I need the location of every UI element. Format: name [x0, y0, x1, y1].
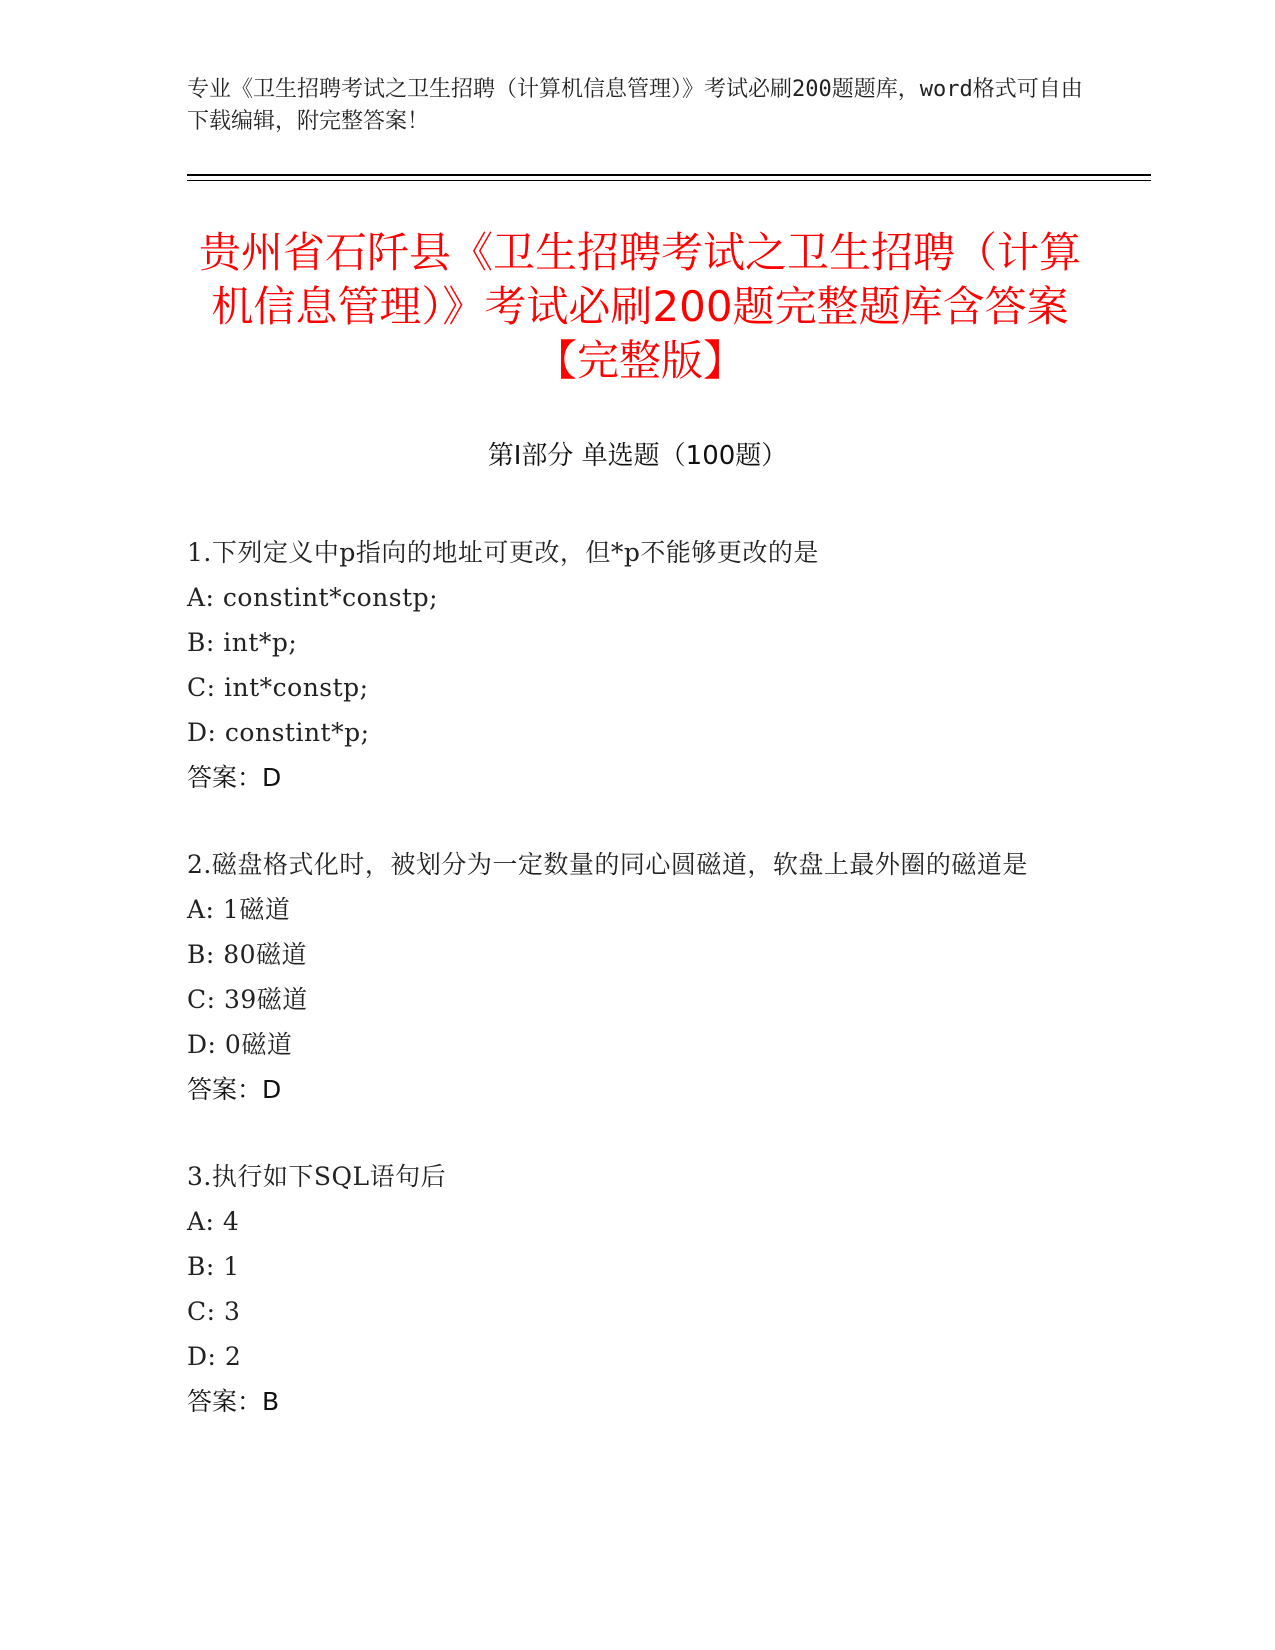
question-list: [187, 530, 1067, 1466]
question-stem: 1.下列定义中p指向的地址可更改，但*p不能够更改的是: [187, 538, 819, 567]
answer: 答案：D: [187, 763, 282, 792]
option-d: D: 0磁道: [187, 1030, 293, 1059]
section-heading: 第Ⅰ部分 单选题（100题）: [487, 441, 788, 471]
option-d: D: 2: [187, 1342, 242, 1371]
option-a: A: 4: [187, 1207, 240, 1236]
question-stem: 2.磁盘格式化时，被划分为一定数量的同心圆磁道，软盘上最外圈的磁道是: [187, 850, 1028, 879]
option-c: C: int*constp;: [187, 673, 369, 702]
document-title: 贵州省石阡县《卫生招聘考试之卫生招聘（计算机信息管理）》考试必刷200题完整题库含答案【完整版】: [198, 228, 1081, 385]
option-c: C: 39磁道: [187, 985, 308, 1014]
header-divider-thin: [187, 180, 1151, 181]
question-3: [187, 1154, 1067, 1424]
answer: 答案：B: [187, 1387, 280, 1416]
option-b: B: 1: [187, 1252, 240, 1281]
question-2: [187, 842, 1067, 1112]
question-1: [187, 530, 1067, 800]
option-d: D: constint*p;: [187, 718, 370, 747]
option-c: C: 3: [187, 1297, 241, 1326]
header-divider: [187, 174, 1151, 176]
option-b: B: int*p;: [187, 628, 298, 657]
answer: 答案：D: [187, 1075, 282, 1104]
question-stem: 3.执行如下SQL语句后: [187, 1162, 447, 1191]
option-b: B: 80磁道: [187, 940, 308, 969]
option-a: A: constint*constp;: [187, 583, 439, 612]
header-note: 专业《卫生招聘考试之卫生招聘（计算机信息管理）》考试必刷200题题库，word格式可自由下载编辑，附完整答案！: [187, 77, 1083, 134]
option-a: A: 1磁道: [187, 895, 291, 924]
